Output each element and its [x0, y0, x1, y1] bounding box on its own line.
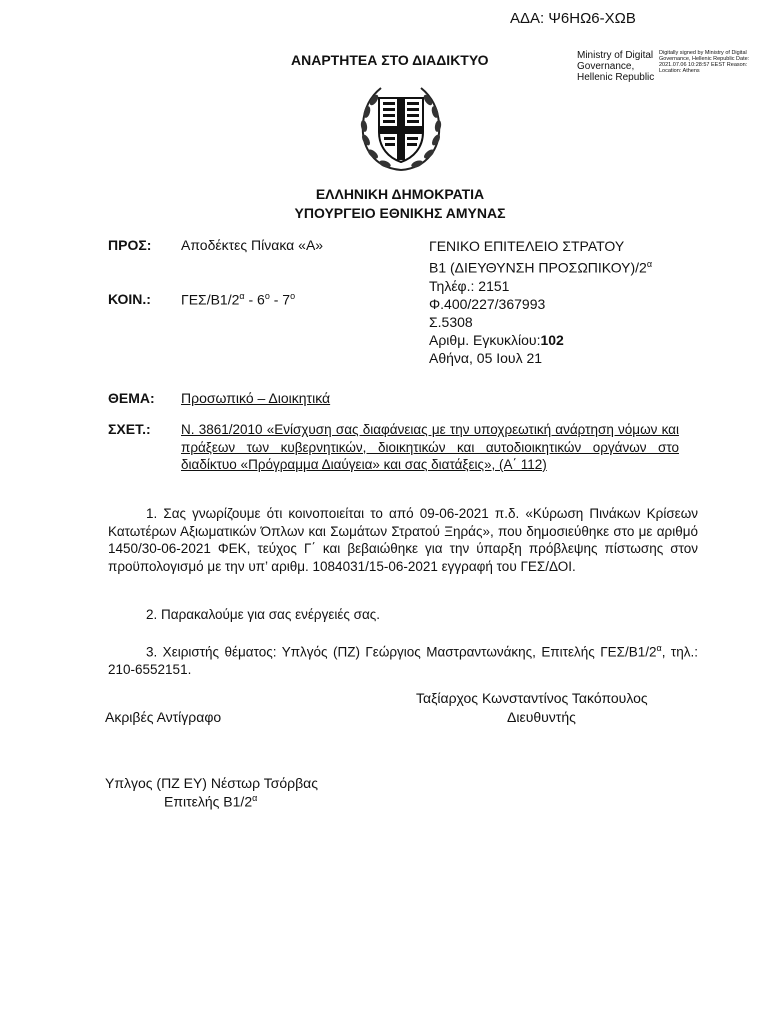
sxet-label: ΣΧΕΤ.: [108, 421, 151, 437]
sender-s-number: Σ.5308 [429, 313, 473, 330]
paragraph-2: 2. Παρακαλούμε για σας ενέργειές σας. [146, 607, 381, 622]
issuer-ministry: ΥΠΟΥΡΓΕΙΟ ΕΘΝΙΚΗΣ ΑΜΥΝΑΣ [294, 205, 506, 221]
digital-signature-org: Ministry of Digital Governance, Hellenic Republic [577, 50, 655, 83]
digital-signature-details: Digitally signed by Ministry of Digital Governance, Hellenic Republic Date: 2021.07.06 10:28:57 EEST Reason: Location: Athens [659, 50, 750, 74]
paragraph-1: 1. Σας γνωρίζουμε ότι κοινοποιείται το από 09-06-2021 π.δ. «Κύρωση Πινάκων Κρίσεων Κατωτέρων Αξιωματικών Όπλων και Σωμάτων Στρατού Ξηράς», που δημοσιεύθηκε στο με αριθμό 1450/30-06-2021 ΦΕΚ, τεύχος Γ΄ και βεβαιώθηκε για την ύπαρξη πρόβλεψης πίστωσης στον προϋπολογισμό με την υπ’ αριθμ. 1084031/15-06-2021 εγγραφή του ΓΕΣ/ΔΟΙ. [108, 506, 698, 574]
pros-value: Αποδέκτες Πίνακα «Α» [181, 237, 324, 253]
koin-label: ΚΟΙΝ.: [108, 291, 151, 307]
paragraph-3: 3. Χειριστής θέματος: Υπλγός (ΠΖ) Γεώργιος Μαστραντωνάκης, Επιτελής ΓΕΣ/$B1/2^\alpha$, τηλ.: 210-6552151. [108, 643, 699, 677]
thema-label: ΘΕΜΑ: [108, 390, 155, 406]
director-title: Διευθυντής [507, 709, 576, 725]
issuer-state: ΕΛΛΗΝΙΚΗ ΔΗΜΟΚΡΑΤΙΑ [315, 186, 485, 202]
officer-title: Επιτελής $B1/2^\alpha$ [164, 793, 258, 810]
thema-value: Προσωπικό – Διοικητικά [181, 390, 331, 406]
pros-label: ΠΡΟΣ: [108, 237, 152, 253]
ada-code: ΑΔΑ: Ψ6ΗΩ6-ΧΩΒ [510, 10, 636, 27]
sxet-value: Ν. 3861/2010 «Ενίσχυση σας διαφάνειας με την υποχρεωτική ανάρτηση νόμων και πράξεων των κυβερνητικών, διοικητικών και αυτοδιοικητικών οργάνων στο διαδίκτυο «Πρόγραμμα Διαύγεια» και σας διατάξεις», (Α΄ 112) [181, 422, 679, 472]
sender-file-number: Φ.400/227/367993 [429, 295, 546, 312]
true-copy-label: Ακριβές Αντίγραφο [105, 709, 222, 725]
sender-line-1: ΓΕΝΙΚΟ ΕΠΙΤΕΛΕΙΟ ΣΤΡΑΤΟΥ [429, 238, 625, 254]
koin-value: ΓΕΣ/$B1/2^\alpha - 6^o - 7^o$ [181, 291, 296, 308]
officer-name: Υπλγος (ΠΖ ΕΥ) Νέστωρ Τσόρβας [105, 775, 319, 791]
sender-block [429, 237, 652, 367]
sender-circular-number: Αριθμ. Εγκυκλίου:102 [429, 331, 564, 348]
posting-notice: ΑΝΑΡΤΗΤΕΑ ΣΤΟ ΔΙΑΔΙΚΤΥΟ [291, 52, 489, 68]
sender-date: Αθήνα, 05 Ιουλ 21 [429, 349, 543, 366]
director-name: Ταξίαρχος Κωνσταντίνος Τακόπουλος [416, 690, 648, 706]
sender-line-2: Β1 (ΔΙΕΥΘΥΝΣΗ $\Pi PO\Sigma\Omega\Pi IKO\Upsilon)/2^\alpha$ [429, 259, 653, 276]
sender-phone: Τηλέφ.: 2151 [429, 277, 510, 294]
coat-of-arms-emblem [357, 82, 445, 174]
